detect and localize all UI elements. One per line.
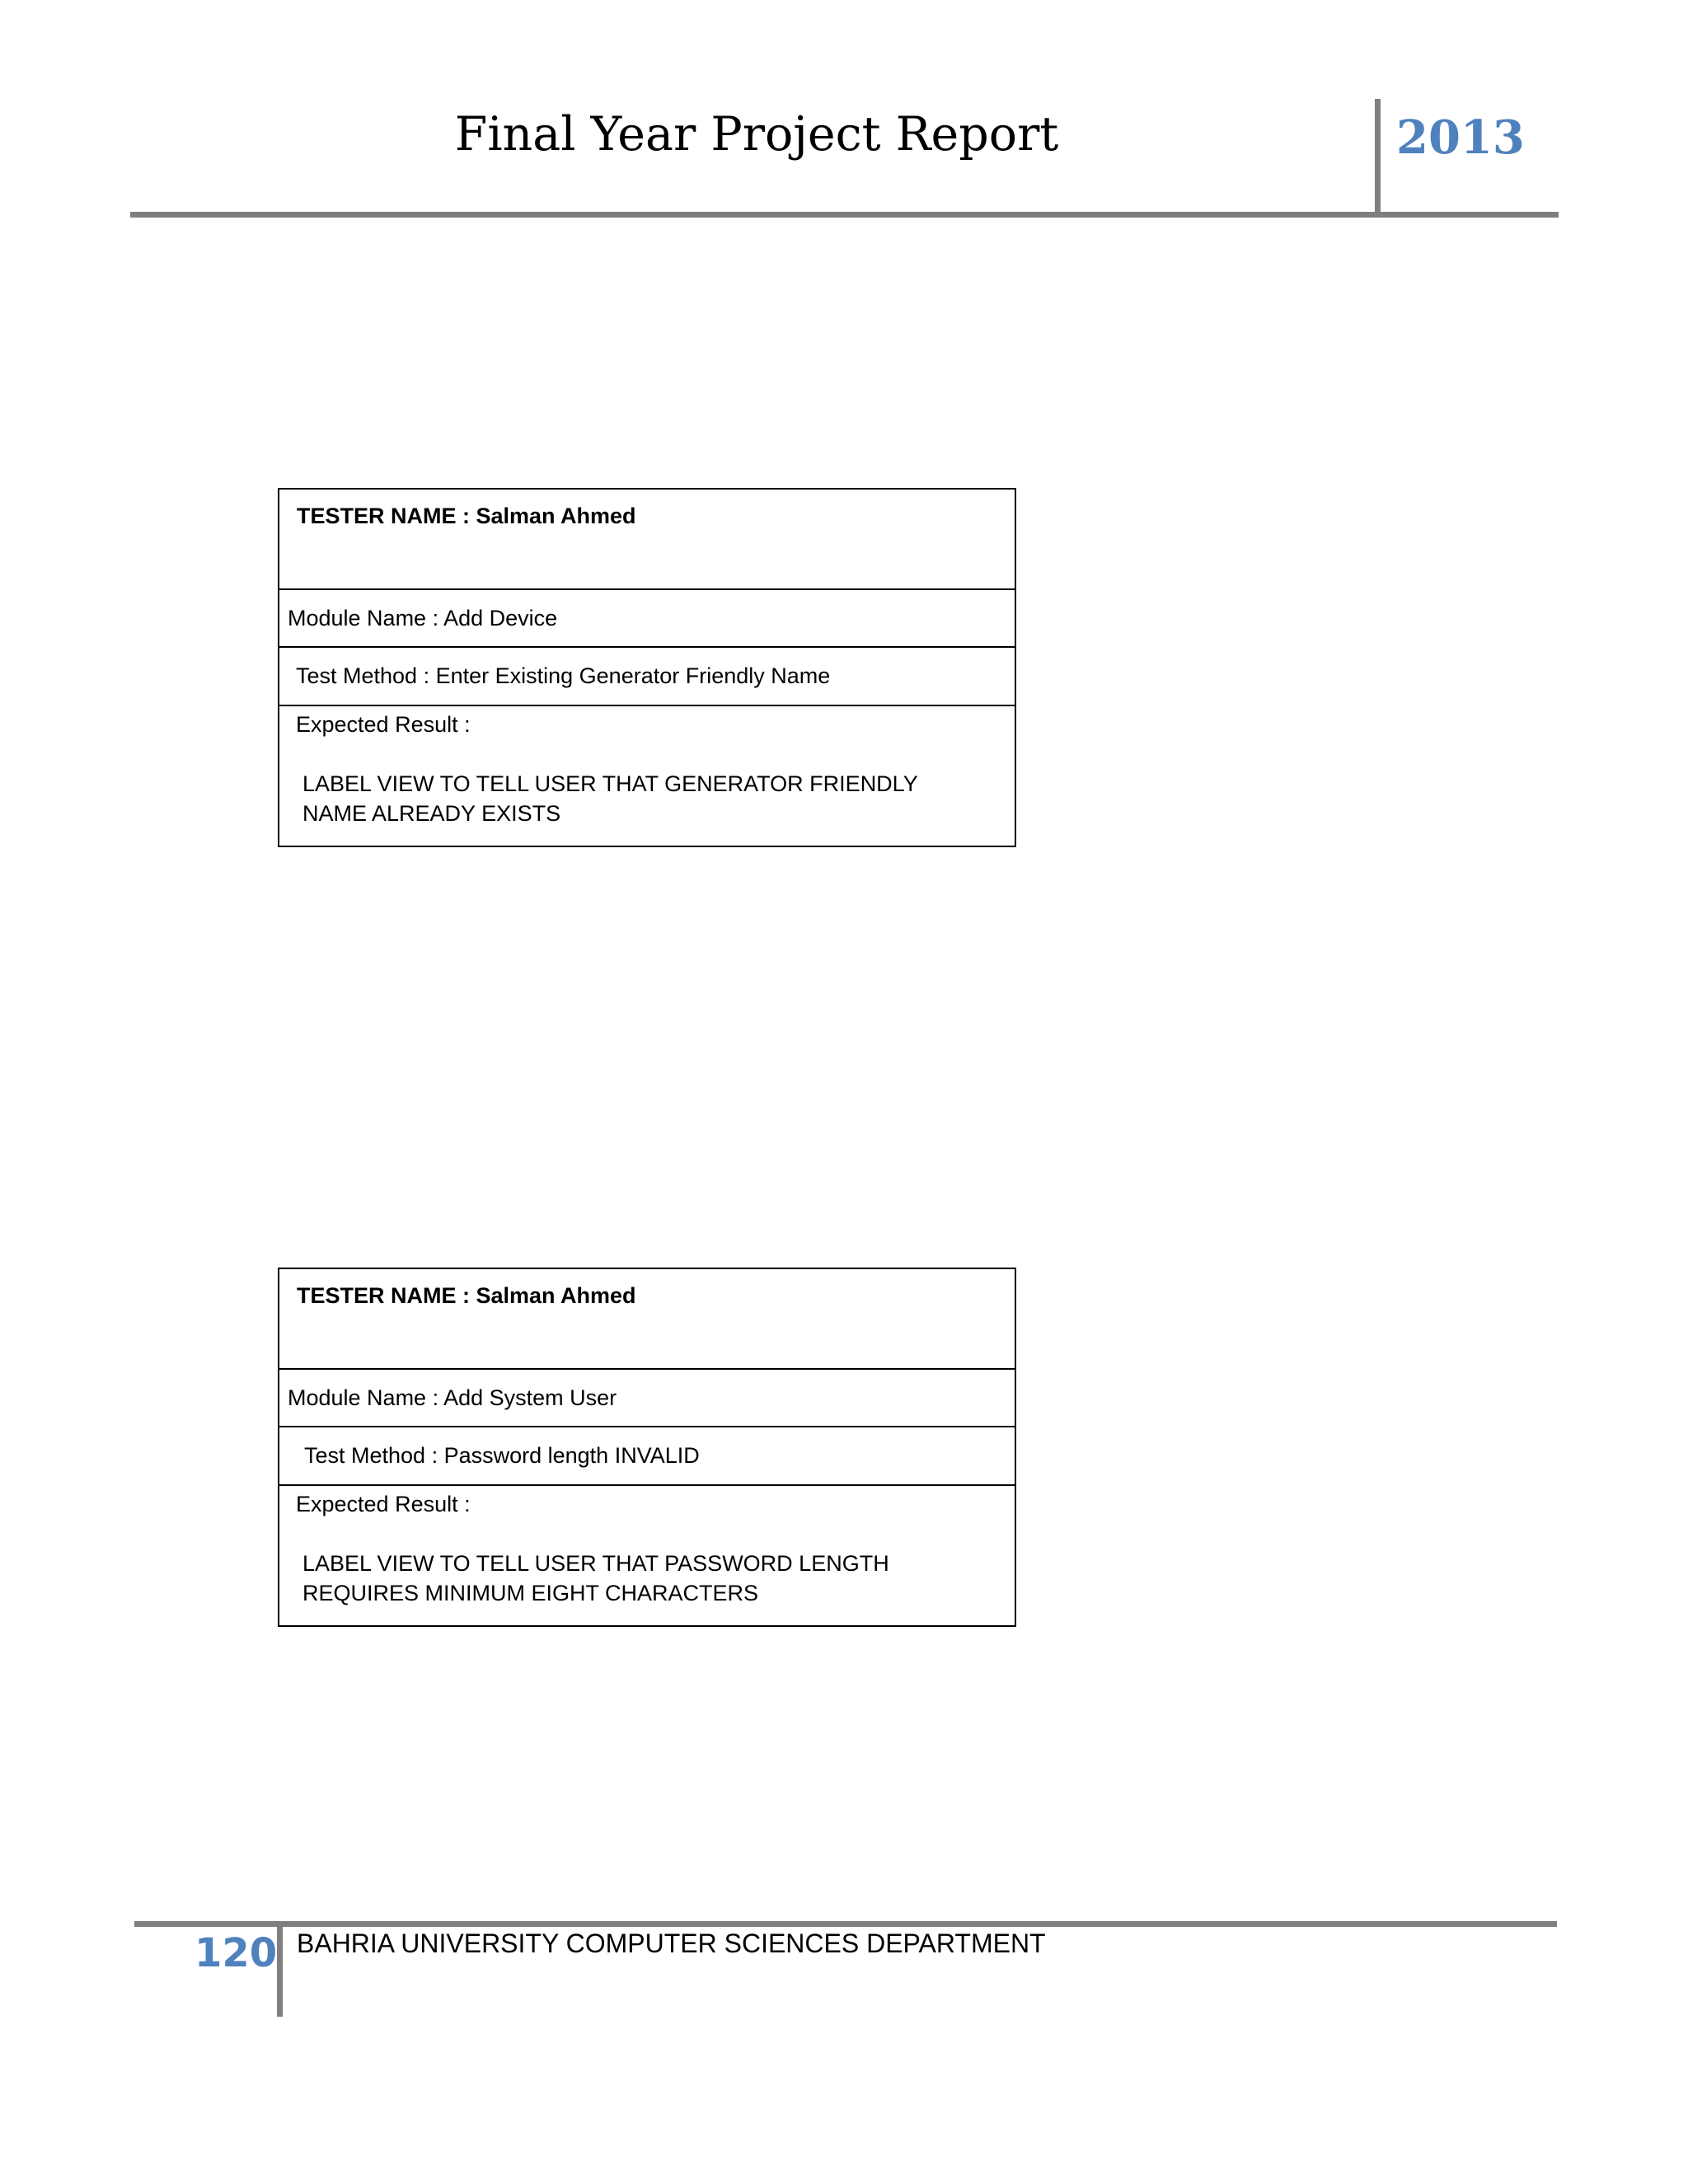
module-name: Module Name : Add Device <box>279 590 1015 648</box>
test-method: Test Method : Enter Existing Generator Friendly Name <box>279 648 1015 706</box>
report-title: Final Year Project Report <box>454 107 1059 162</box>
expected-result-text: LABEL VIEW TO TELL USER THAT PASSWORD LENGTH REQUIRES MINIMUM EIGHT CHARACTERS <box>302 1551 889 1605</box>
module-name: Module Name : Add System User <box>279 1370 1015 1427</box>
footer-rule <box>134 1921 1557 1927</box>
expected-result-text: LABEL VIEW TO TELL USER THAT GENERATOR FRIENDLY NAME ALREADY EXISTS <box>302 771 918 826</box>
expected-result-label: Expected Result : <box>296 1492 471 1516</box>
page-number: 120 <box>195 1930 278 1976</box>
footer-divider <box>277 1923 283 2017</box>
test-case-table-2 <box>278 1268 1016 1627</box>
test-case-table-1 <box>278 488 1016 847</box>
expected-result-label: Expected Result : <box>296 712 471 737</box>
header-divider <box>1375 99 1381 216</box>
expected-result <box>279 706 1015 846</box>
report-year: 2013 <box>1396 110 1525 165</box>
test-method: Test Method : Password length INVALID <box>279 1427 1015 1486</box>
tester-name: TESTER NAME : Salman Ahmed <box>279 1269 1015 1370</box>
tester-name: TESTER NAME : Salman Ahmed <box>279 490 1015 590</box>
header-rule <box>130 212 1559 218</box>
department-name: BAHRIA UNIVERSITY COMPUTER SCIENCES DEPARTMENT <box>297 1929 1046 1958</box>
expected-result <box>279 1486 1015 1625</box>
